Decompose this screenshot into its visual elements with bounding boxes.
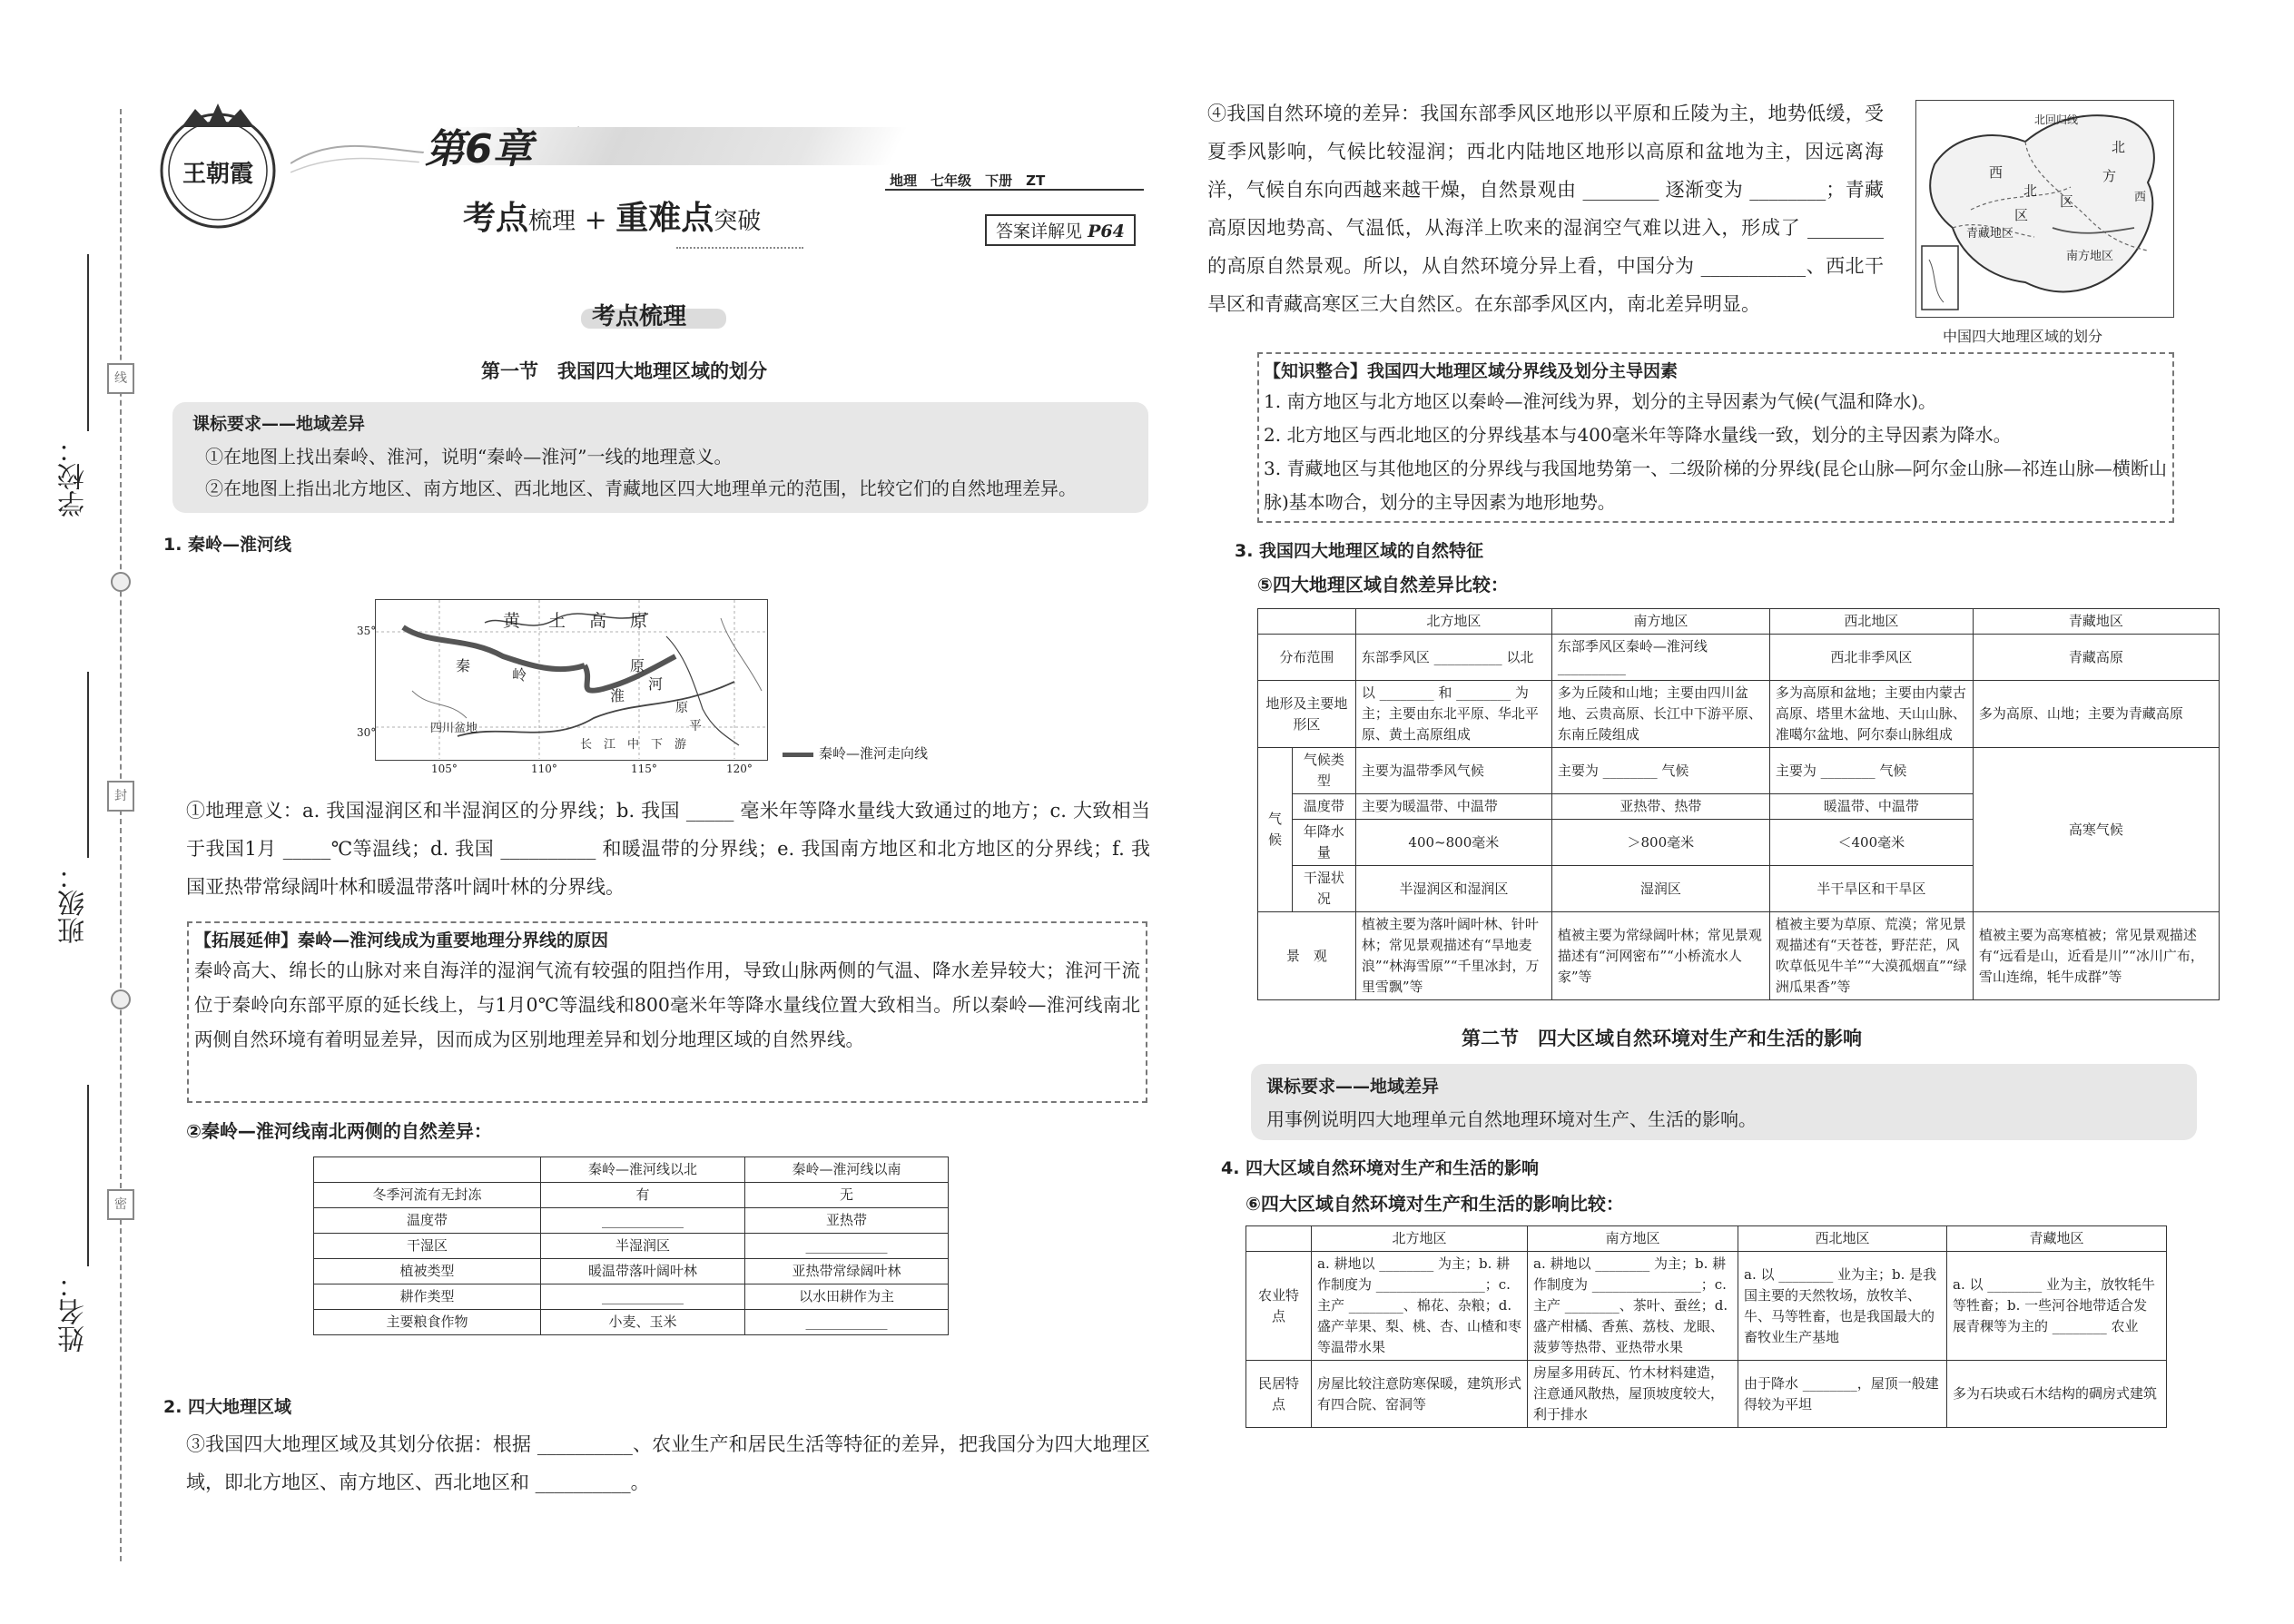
table-row — [1258, 912, 2220, 1000]
table-cell — [1246, 1226, 1312, 1252]
table-row — [314, 1234, 949, 1259]
bind-mark-secret: 密 — [107, 1189, 134, 1220]
table-row — [1258, 681, 2220, 748]
table-cell: 主要为 ________ 气候 — [1769, 748, 1973, 794]
class-label: 班级： — [58, 862, 90, 944]
book-meta: 地理 七年级 下册 ZT — [890, 172, 1046, 189]
table-cell: 高寒气候 — [1973, 748, 2219, 912]
answer-blank[interactable]: ____________ — [541, 1208, 745, 1234]
extension-body: 秦岭高大、绵长的山脉对来自海洋的湿润气流有较强的阻挡作用，导致山脉两侧的气温、降水差异较大；淮河干流位于秦岭向东部平原的延长线上，与1月0℃等温线和800毫米年等降水量线位置大致相当。所以秦岭—淮河线南北两侧自然环境有着明显差异，因而成为区别地理差异和划分地理区域的自然界线。 — [194, 960, 1140, 1050]
table-cell: 主要为 ________ 气候 — [1551, 748, 1769, 794]
map-label: 原 — [675, 701, 688, 715]
table-cell: a. 耕地以 ________ 为主；b. 耕作制度为 ________________；c. 主产 ________、棉花、杂粮；d. 盛产苹果、梨、桃、杏、山楂和枣等温带水果 — [1312, 1252, 1528, 1361]
table-cell: 北方地区 — [1355, 609, 1551, 635]
table-row — [1258, 635, 2220, 681]
impact-heading: ⑥四大区域自然环境对生产和生活的影响比较： — [1245, 1193, 1624, 1215]
table-cell: 400~800毫米 — [1355, 820, 1551, 866]
qinling-huaihe-map — [375, 599, 768, 761]
bind-hole — [111, 572, 131, 592]
map-label: 黄 — [503, 611, 521, 631]
req-title-2: 课标要求——地域差异 — [1266, 1077, 1440, 1097]
table-cell: 分布范围 — [1258, 635, 1356, 681]
map-label: 原 — [630, 657, 645, 674]
table-cell: 植被主要为落叶阔叶林、针叶林；常见景观描述有“旱地麦浪”“林海雪原”“千里冰封，万里雪飘”等 — [1355, 912, 1551, 1000]
table-cell: 主要为暖温带、中温带 — [1355, 794, 1551, 820]
table-cell: 半湿润区和湿润区 — [1355, 866, 1551, 912]
bind-hole — [111, 989, 131, 1009]
map-label: 岭 — [512, 666, 527, 684]
table-cell: 地形及主要地形区 — [1258, 681, 1356, 748]
table-cell: 东部季风区秦岭—淮河线 __________ — [1551, 635, 1769, 681]
table-cell: 耕作类型 — [314, 1284, 541, 1310]
answer-blank[interactable]: ____________ — [745, 1234, 949, 1259]
map-label: 北回归线 — [2034, 113, 2079, 126]
qinling-diff-table — [313, 1156, 949, 1335]
table-row — [1246, 1361, 2167, 1428]
table-cell: 青藏地区 — [1973, 609, 2219, 635]
table-cell: 干湿区 — [314, 1234, 541, 1259]
legend-label: 秦岭—淮河走向线 — [819, 745, 929, 762]
map-label: 北 — [2023, 182, 2038, 199]
req-item-3: 用事例说明四大地理单元自然地理环境对生产、生活的影响。 — [1266, 1108, 1757, 1130]
table-cell: 干湿状况 — [1293, 866, 1356, 912]
table-cell: 西北地区 — [1738, 1226, 1947, 1252]
table-cell: 主要为温带季风气候 — [1355, 748, 1551, 794]
extension-title: 【拓展延伸】秦岭—淮河线成为重要地理分界线的原因 — [194, 930, 609, 950]
school-label: 学校： — [58, 436, 90, 517]
table-cell: 由于降水 ________，屋顶一般建得较为平坦 — [1738, 1361, 1947, 1428]
map-label: 区 — [2060, 193, 2074, 210]
table-cell: 湿润区 — [1551, 866, 1769, 912]
table-cell: 以 ________ 和 ________ 为主；主要由东北平原、华北平原、黄土高原组成 — [1355, 681, 1551, 748]
table-cell: 温度带 — [1293, 794, 1356, 820]
table-cell: 植被主要为草原、荒漠；常见景观描述有“天苍苍，野茫茫，风吹草低见牛羊”“大漠孤烟直”“绿洲瓜果香”等 — [1769, 912, 1973, 1000]
table-header-row — [1258, 609, 2220, 635]
table-cell: 小麦、玉米 — [541, 1310, 745, 1335]
table-cell: 多为高原和盆地；主要由内蒙古高原、塔里木盆地、天山山脉、准噶尔盆地、阿尔泰山脉组成 — [1769, 681, 1973, 748]
map-label: 四川盆地 — [430, 722, 478, 735]
lon-120-label: 120° — [726, 763, 753, 775]
section1-title: 第一节 我国四大地理区域的划分 — [481, 360, 767, 382]
geo-significance-para: ①地理意义：a. 我国湿润区和半湿润区的分界线；b. 我国 _____ 毫米年等降水量线大致通过的地方；c. 大致相当于我国1月 _____℃等温线；d. 我国 __________ 和暖温带的分界线；e. 我国南方地区和北方地区的分界线；f. 我国亚热带常绿阔叶林和暖温带落叶阔叶林的分界线。 — [186, 800, 1150, 898]
table-cell: 秦岭—淮河线以南 — [745, 1157, 949, 1183]
china-regions-map — [1915, 100, 2174, 318]
knowledge-title: 【知识整合】我国四大地理区域分界线及划分主导因素 — [1264, 361, 1679, 381]
map-label: 秦 — [456, 657, 471, 674]
map-caption: 中国四大地理区域的划分 — [1943, 328, 2103, 345]
lat-30-label: 30° — [357, 726, 377, 739]
table-cell: 半湿润区 — [541, 1234, 745, 1259]
name-field[interactable] — [87, 1085, 89, 1266]
table-cell: 南方地区 — [1551, 609, 1769, 635]
lon-115-label: 115° — [631, 763, 657, 775]
bind-mark-seal: 封 — [107, 781, 134, 812]
table-cell: 年降水量 — [1293, 820, 1356, 866]
table-cell: 青藏地区 — [1947, 1226, 2167, 1252]
map-label: 土 — [548, 611, 566, 631]
knowledge-item-3: 3. 青藏地区与其他地区的分界线与我国地势第一、二级阶梯的分界线(昆仑山脉—阿尔金山脉—祁连山脉—横断山脉)基本吻合，划分的主导因素为地形地势。 — [1264, 458, 2167, 513]
impact-table — [1245, 1225, 2167, 1428]
map-label: 原 — [630, 611, 648, 631]
req-item-2: ②在地图上指出北方地区、南方地区、西北地区、青藏地区四大地理单元的范围，比较它们的自然地理差异。 — [205, 477, 1077, 499]
table-cell: 冬季河流有无封冻 — [314, 1183, 541, 1208]
table-cell: 北方地区 — [1312, 1226, 1528, 1252]
knowledge-item-2: 2. 北方地区与西北地区的分界线基本与400毫米年等降水量线一致，划分的主导因素为降水。 — [1264, 424, 2012, 446]
table-cell: 暖温带、中温带 — [1769, 794, 1973, 820]
brand-logo — [145, 91, 290, 236]
division-basis-para: ③我国四大地理区域及其划分依据：根据 __________、农业生产和居民生活等特征的差异，把我国分为四大地理区域，即北方地区、南方地区、西北地区和 __________。 — [186, 1433, 1150, 1493]
heading-natural-features: 3. 我国四大地理区域的自然特征 — [1235, 541, 1484, 561]
table-cell — [1258, 609, 1356, 635]
china-map-drawing — [1916, 101, 2173, 317]
table-cell: 东部季风区 __________ 以北 — [1355, 635, 1551, 681]
answer-blank[interactable]: ____________ — [745, 1310, 949, 1335]
table-cell: 民居特点 — [1246, 1361, 1312, 1428]
map-label: 方 — [2102, 168, 2117, 184]
answer-reference: 答案详解见 P64 — [985, 214, 1136, 246]
heading-impact: 4. 四大区域自然环境对生产和生活的影响 — [1221, 1158, 1540, 1178]
map-label: 长 江 中 下 游 — [580, 738, 687, 752]
table-cell: 半干旱区和干旱区 — [1769, 866, 1973, 912]
bind-mark-line: 线 — [107, 363, 134, 394]
table-row — [314, 1208, 949, 1234]
name-label: 姓名： — [58, 1271, 90, 1353]
map-label: 西 — [1989, 164, 2004, 181]
chapter-title: 第6章 — [425, 126, 533, 172]
table-cell: 西北非季风区 — [1769, 635, 1973, 681]
map-label: 西 — [2134, 191, 2147, 204]
table-cell: 主要粮食作物 — [314, 1310, 541, 1335]
table-cell: a. 耕地以 ________ 为主；b. 耕作制度为 ________________；c. 主产 ________、茶叶、蚕丝；d. 盛产柑橘、香蕉、荔枝、龙眼、菠萝等热带、亚热带水果 — [1528, 1252, 1738, 1361]
map-label: 南方地区 — [2066, 250, 2114, 263]
regions-natural-table — [1257, 608, 2220, 1000]
req-title: 课标要求——地域差异 — [192, 414, 366, 434]
heading-qinling: 1. 秦岭—淮河线 — [163, 535, 292, 555]
table-row — [314, 1183, 949, 1208]
map-label: 高 — [589, 611, 607, 631]
map-label: 区 — [2014, 207, 2029, 223]
lon-105-label: 105° — [431, 763, 458, 775]
title-underline — [676, 247, 803, 249]
map-label: 河 — [648, 675, 664, 693]
table-cell: 多为石块或石木结构的碉房式建筑 — [1947, 1361, 2167, 1428]
lat-35-label: 35° — [357, 625, 377, 637]
table-cell: 房屋比较注意防寒保暖，建筑形式有四合院、窑洞等 — [1312, 1361, 1528, 1428]
map-label: 淮 — [610, 687, 625, 704]
table-cell: 无 — [745, 1183, 949, 1208]
table-cell: 南方地区 — [1528, 1226, 1738, 1252]
table-cell: 植被类型 — [314, 1259, 541, 1284]
logo-text: 王朝霞 — [182, 161, 254, 188]
page-title: 考点梳理 + 重难点突破 — [463, 199, 762, 237]
map-label: 青藏地区 — [1966, 227, 2014, 241]
lon-110-label: 110° — [531, 763, 557, 775]
table-cell: 秦岭—淮河线以北 — [541, 1157, 745, 1183]
table-row — [1258, 748, 2220, 794]
class-field[interactable] — [87, 672, 89, 858]
table-cell: 有 — [541, 1183, 745, 1208]
answer-blank[interactable]: ____________ — [541, 1284, 745, 1310]
table-cell: 亚热带常绿阔叶林 — [745, 1259, 949, 1284]
table-cell: 植被主要为常绿阔叶林；常见景观描述有“河网密布”“小桥流水人家”等 — [1551, 912, 1769, 1000]
table-cell: 西北地区 — [1769, 609, 1973, 635]
school-field[interactable] — [87, 254, 89, 431]
natural-diff-para: ④我国自然环境的差异：我国东部季风区地形以平原和丘陵为主，地势低缓，受夏季风影响，气候比较湿润；西北内陆地区地形以高原和盆地为主，因远离海洋，气候自东向西越来越干燥，自然景观由 ________ 逐渐变为 ________；青藏高原因地势高、气温低，从海洋上吹来的湿润空气难以进入，形成了 ________ 的高原自然景观。所以，从自然环境分异上看，中国分为 ___________、西北干旱区和青藏高寒区三大自然区。在东部季风区内，南北差异明显。 — [1207, 103, 1884, 315]
table-cell: 房屋多用砖瓦、竹木材料建造，注意通风散热，屋顶坡度较大，利于排水 — [1528, 1361, 1738, 1428]
table-row — [314, 1284, 949, 1310]
table-cell: 温度带 — [314, 1208, 541, 1234]
table-cell: 多为丘陵和山地；主要由四川盆地、云贵高原、长江中下游平原、东南丘陵组成 — [1551, 681, 1769, 748]
table-cell: 气候类型 — [1293, 748, 1356, 794]
table-cell: 农业特点 — [1246, 1252, 1312, 1361]
table-cell: 以水田耕作为主 — [745, 1284, 949, 1310]
table-cell: 植被主要为高寒植被；常见景观描述有“远看是山，近看是川”“冰川广布，雪山连绵，牦牛成群”等 — [1973, 912, 2219, 1000]
table-cell: 气候 — [1258, 748, 1293, 912]
cut-line — [120, 109, 122, 1561]
table-cell: 亚热带、热带 — [1551, 794, 1769, 820]
table-row — [314, 1259, 949, 1284]
diff-heading: ②秦岭—淮河线南北两侧的自然差异： — [186, 1120, 492, 1142]
table-cell: 青藏高原 — [1973, 635, 2219, 681]
table-cell: ＜400毫米 — [1769, 820, 1973, 866]
table-cell: 多为高原、山地；主要为青藏高原 — [1973, 681, 2219, 748]
legend-line — [783, 753, 813, 757]
table-cell: 景 观 — [1258, 912, 1356, 1000]
kaodian-heading: 考点梳理 — [592, 303, 687, 330]
section2-title: 第二节 四大区域自然环境对生产和生活的影响 — [1462, 1028, 1862, 1049]
table-cell: a. 以 ________ 业为主，放牧牦牛等牲畜；b. 一些河谷地带适合发展青稞等为主的 ________ 农业 — [1947, 1252, 2167, 1361]
table-header-row — [314, 1157, 949, 1183]
table-cell: ＞800毫米 — [1551, 820, 1769, 866]
meta-rule — [885, 189, 1144, 191]
table-cell: 暖温带落叶阔叶林 — [541, 1259, 745, 1284]
map-label: 平 — [689, 719, 702, 733]
table-header-row — [1246, 1226, 2167, 1252]
table-cell — [314, 1157, 541, 1183]
map-label: 北 — [2112, 139, 2126, 155]
table-row — [1246, 1252, 2167, 1361]
heading-four-regions: 2. 四大地理区域 — [163, 1397, 292, 1417]
binding-margin — [0, 0, 145, 1624]
req-item-1: ①在地图上找出秦岭、淮河，说明“秦岭—淮河”一线的地理意义。 — [205, 446, 733, 468]
comparison-heading: ⑤四大地理区域自然差异比较： — [1257, 574, 1509, 595]
table-row — [314, 1310, 949, 1335]
knowledge-item-1: 1. 南方地区与北方地区以秦岭—淮河线为界，划分的主导因素为气候(气温和降水)。 — [1264, 390, 1937, 412]
table-cell: 亚热带 — [745, 1208, 949, 1234]
table-cell: a. 以 ________ 业为主；b. 是我国主要的天然牧场，放牧羊、牛、马等牲畜，也是我国最大的畜牧业生产基地 — [1738, 1252, 1947, 1361]
